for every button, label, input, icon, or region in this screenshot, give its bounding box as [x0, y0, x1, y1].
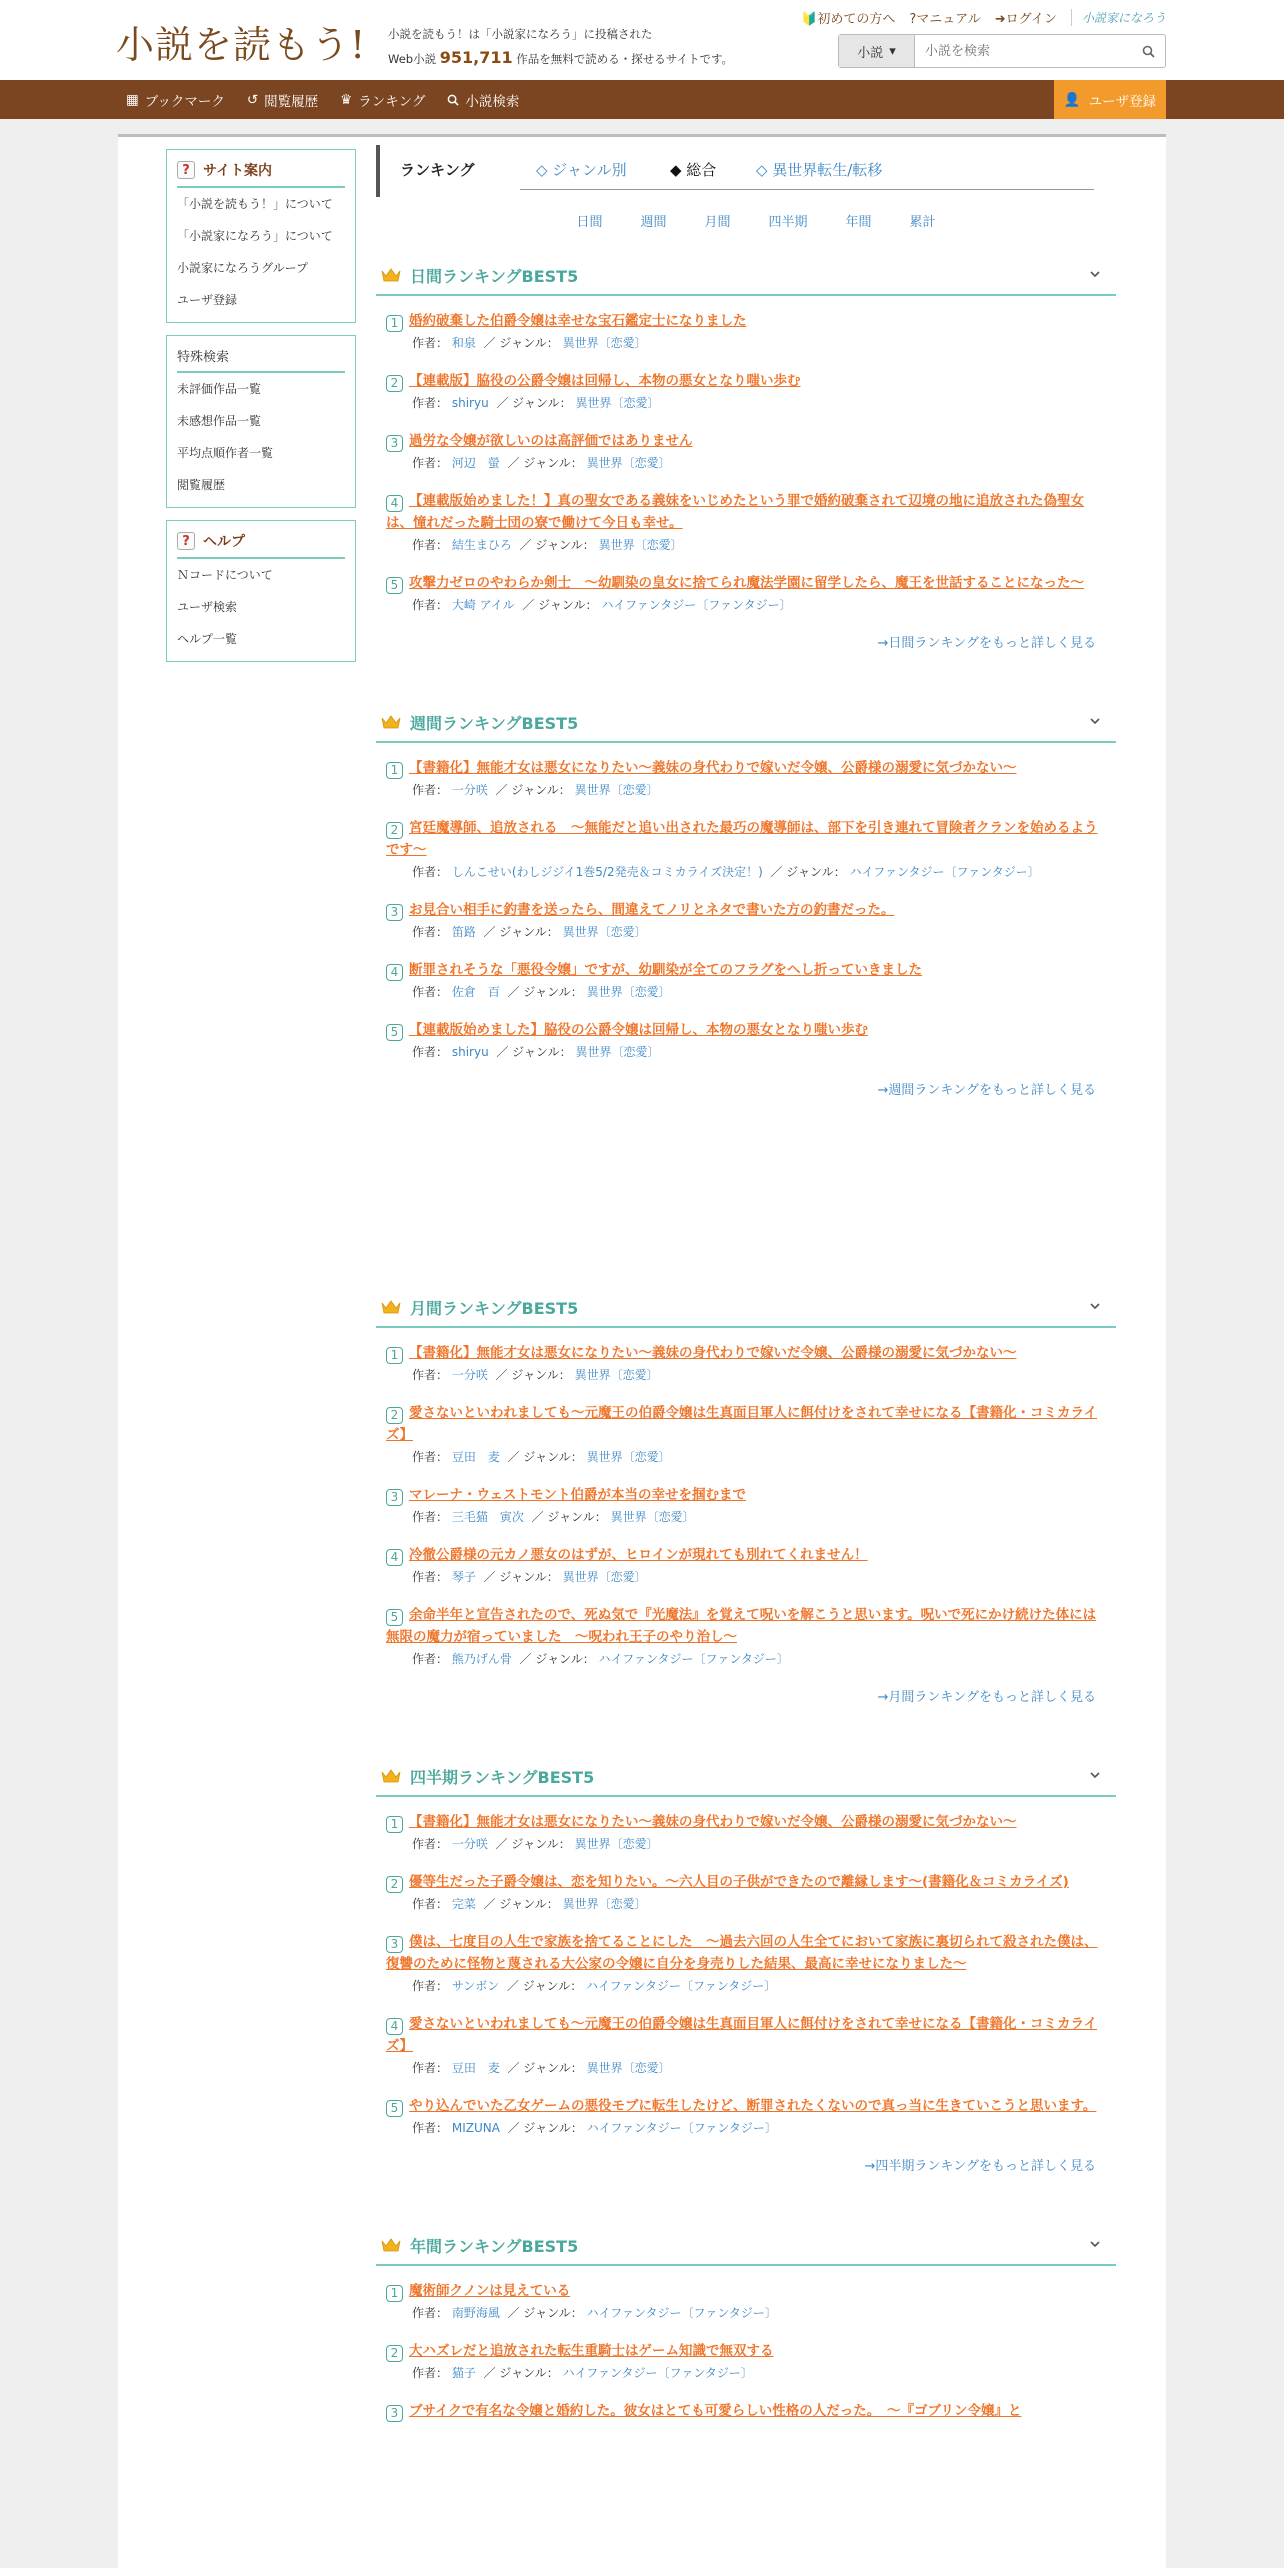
chevron-down-icon[interactable] — [1088, 267, 1102, 281]
ranking-section — [376, 1757, 1116, 2174]
section-header[interactable] — [376, 703, 1116, 743]
entry-meta: 作者： 完菜 ／ ジャンル： 異世界〔恋愛〕 — [412, 1897, 647, 1911]
tagline-line1: 小説を読もう！は「小説家になろう」に投稿された — [388, 27, 653, 41]
section-title: 年間ランキングBEST5 — [410, 2236, 579, 2256]
genre-link[interactable]: 異世界〔恋愛〕 — [562, 925, 647, 939]
genre-link[interactable]: ハイファンタジー〔ファンタジー〕 — [562, 2366, 753, 2380]
nav-history[interactable]: ↺ 閲覧履歴 — [246, 91, 319, 110]
history-icon: ↺ — [246, 91, 259, 108]
site-logo[interactable]: 小説を読もう! — [116, 23, 367, 67]
entry-meta: 作者： shiryu ／ ジャンル： 異世界〔恋愛〕 — [412, 1045, 660, 1059]
chevron-down-icon[interactable] — [1088, 2237, 1102, 2251]
novel-title-link[interactable]: 4 【連載版始めました！】真の聖女である義妹をいじめたという罪で婚約破棄されて辺境の地に追放された偽聖女は、憧れだった騎士団の寮で働けて今日も幸せ。 — [386, 493, 1084, 531]
ranking-entry — [386, 1544, 1104, 1586]
rank-badge: 2 — [386, 1876, 403, 1893]
user-icon: 👤 — [1063, 91, 1081, 108]
more-ranking-link[interactable]: →日間ランキングをもっと詳しく見る — [877, 636, 1096, 651]
ranking-entry — [386, 310, 1104, 352]
novel-title-link[interactable]: 3 お見合い相手に釣書を送ったら、間違えてノリとネタで書いた方の釣書だった。 — [386, 899, 1104, 921]
genre-link[interactable]: ハイファンタジー〔ファンタジー〕 — [586, 1979, 777, 1993]
entry-meta: 作者： 豆田 麦 ／ ジャンル： 異世界〔恋愛〕 — [412, 1450, 671, 1464]
ranking-entry — [386, 899, 1104, 941]
novel-title-link[interactable]: 1 魔術師クノンは見えている — [386, 2280, 1104, 2302]
sidebar-item[interactable]: Ｎコードについて — [177, 568, 273, 582]
search-type-select[interactable]: 小説 ▾ — [839, 35, 915, 67]
tab-isekai[interactable]: ◇ 異世界転生/転移 — [756, 161, 883, 179]
novel-title-link[interactable]: 1 【書籍化】無能才女は悪女になりたい～義妹の身代わりで嫁いだ令嬢、公爵様の溺愛に気づかない～ — [386, 757, 1104, 779]
entry-meta: 作者： 南野海風 ／ ジャンル： ハイファンタジー〔ファンタジー〕 — [412, 2306, 777, 2320]
entry-meta: 作者： shiryu ／ ジャンル： 異世界〔恋愛〕 — [412, 396, 660, 410]
ranking-entry — [386, 817, 1104, 881]
entry-meta: 作者： 琴子 ／ ジャンル： 異世界〔恋愛〕 — [412, 1570, 647, 1584]
novel-title-link[interactable]: 2 【連載版】脇役の公爵令嬢は回帰し、本物の悪女となり嗤い歩む — [386, 370, 1104, 392]
content-area — [118, 134, 1166, 2568]
nav-ranking[interactable]: ♛ ランキング — [340, 91, 426, 110]
author-link[interactable]: しんこせい(わしジジイ1巻5/2発売＆コミカライズ決定！) — [451, 865, 763, 879]
ranking-section — [376, 1288, 1116, 1705]
sidebar-item[interactable]: 閲覧履歴 — [177, 478, 226, 492]
ranking-section — [376, 256, 1116, 651]
tab-genre[interactable]: ◇ ジャンル別 — [536, 161, 627, 179]
chevron-down-icon[interactable] — [1088, 714, 1102, 728]
author-link[interactable]: 一分咲 — [451, 1837, 488, 1851]
entry-meta: 作者： 一分咲 ／ ジャンル： 異世界〔恋愛〕 — [412, 1368, 659, 1382]
genre-link[interactable]: 異世界〔恋愛〕 — [575, 396, 660, 410]
genre-link[interactable]: 異世界〔恋愛〕 — [562, 336, 647, 350]
novel-title-link[interactable]: 3 過労な令嬢が欲しいのは高評価ではありません — [386, 430, 1104, 452]
tab-underline — [520, 189, 1094, 190]
entry-meta: 作者： 熊乃げん骨 ／ ジャンル： ハイファンタジー〔ファンタジー〕 — [412, 1652, 789, 1666]
period-total[interactable]: 累計 — [909, 215, 936, 230]
period-links — [376, 211, 1116, 230]
novel-title-link[interactable]: 5 余命半年と宣告されたので、死ぬ気で『光魔法』を覚えて呪いを解こうと思います。呪いで死にかけ続けた体には無限の魔力が宿っていました ～呪われ王子のやり治し～ — [386, 1607, 1097, 1645]
main-nav — [0, 80, 1284, 119]
entry-list — [376, 743, 1116, 1061]
novel-title-link[interactable]: 1 【書籍化】無能才女は悪女になりたい～義妹の身代わりで嫁いだ令嬢、公爵様の溺愛に気づかない～ — [386, 1342, 1104, 1364]
novel-title-link[interactable]: 2 大ハズレだと追放された転生重騎士はゲーム知識で無双する — [386, 2340, 1104, 2362]
novel-title-link[interactable]: 3 マレーナ・ウェストモント伯爵が本当の幸せを掴むまで — [386, 1484, 1104, 1506]
ranking-entry — [386, 2340, 1104, 2382]
crown-icon — [380, 267, 402, 283]
novel-title-link[interactable]: 1 【書籍化】無能才女は悪女になりたい～義妹の身代わりで嫁いだ令嬢、公爵様の溺愛に気づかない～ — [386, 1811, 1104, 1833]
genre-link[interactable]: ハイファンタジー〔ファンタジー〕 — [601, 598, 792, 612]
tab-all[interactable]: ◆ 総合 — [670, 161, 717, 179]
rank-badge: 3 — [386, 435, 403, 452]
user-register-button[interactable]: 👤 ユーザ登録 — [1054, 80, 1166, 119]
entry-list — [376, 1328, 1116, 1668]
rank-badge: 1 — [386, 2285, 403, 2302]
manual-link[interactable]: ?マニュアル — [909, 12, 981, 27]
period-daily[interactable]: 日間 — [576, 215, 603, 230]
novel-title-link[interactable]: 4 冷徹公爵様の元カノ悪女のはずが、ヒロインが現れても別れてくれません！ — [386, 1544, 1104, 1566]
bookmark-icon: ▦ — [126, 91, 139, 108]
rank-badge: 2 — [386, 822, 403, 839]
genre-link[interactable]: 異世界〔恋愛〕 — [598, 538, 683, 552]
genre-link[interactable]: 異世界〔恋愛〕 — [610, 1510, 695, 1524]
genre-link[interactable]: ハイファンタジー〔ファンタジー〕 — [598, 1652, 789, 1666]
author-link[interactable]: MIZUNA — [451, 2121, 500, 2135]
genre-link[interactable]: 異世界〔恋愛〕 — [586, 985, 671, 999]
rank-badge: 4 — [386, 495, 403, 512]
section-header[interactable] — [376, 1757, 1116, 1797]
entry-list — [376, 2266, 1116, 2422]
author-link[interactable]: 大崎 アイル — [451, 598, 515, 612]
crown-icon: ♛ — [340, 91, 353, 108]
search-bar — [838, 34, 1166, 68]
author-link[interactable]: shiryu — [451, 396, 489, 410]
author-link[interactable]: 三毛猫 寅次 — [451, 1510, 524, 1524]
author-link[interactable]: 完菜 — [451, 1897, 476, 1911]
author-link[interactable]: 熊乃げん骨 — [451, 1652, 512, 1666]
genre-link[interactable]: ハイファンタジー〔ファンタジー〕 — [586, 2121, 777, 2135]
tagline-line2: Web小説 951,711 作品を無料で読める・探せるサイトです。 — [388, 48, 734, 67]
section-title: 月間ランキングBEST5 — [410, 1298, 579, 1318]
more-ranking-link[interactable]: →四半期ランキングをもっと詳しく見る — [864, 2159, 1096, 2174]
genre-link[interactable]: ハイファンタジー〔ファンタジー〕 — [849, 865, 1040, 879]
rank-badge: 1 — [386, 315, 403, 332]
rank-badge: 5 — [386, 1609, 403, 1626]
search-icon — [1142, 45, 1155, 58]
crown-icon — [380, 714, 402, 730]
sidebar-item[interactable]: 「小説家になろう」について — [177, 229, 333, 243]
rank-badge: 5 — [386, 2100, 403, 2117]
help-box — [166, 520, 356, 662]
author-link[interactable]: 一分咲 — [451, 783, 488, 797]
tab-ranking: ランキング — [400, 161, 475, 179]
rank-badge: 2 — [386, 2345, 403, 2362]
ranking-entry — [386, 490, 1104, 554]
genre-link[interactable]: 異世界〔恋愛〕 — [575, 1045, 660, 1059]
genre-link[interactable]: 異世界〔恋愛〕 — [562, 1897, 647, 1911]
author-link[interactable]: 和泉 — [451, 336, 476, 350]
more-ranking-link[interactable]: →月間ランキングをもっと詳しく見る — [877, 1690, 1096, 1705]
sidebar-item[interactable]: 未感想作品一覧 — [177, 414, 262, 428]
ranking-entry — [386, 1811, 1104, 1853]
top-links — [801, 8, 1166, 27]
narou-logo[interactable]: 小説家になろう — [1071, 9, 1166, 26]
entry-meta: 作者： 和泉 ／ ジャンル： 異世界〔恋愛〕 — [412, 336, 647, 350]
header — [0, 0, 1284, 80]
genre-link[interactable]: 異世界〔恋愛〕 — [574, 783, 659, 797]
ranking-section — [376, 703, 1116, 1098]
ranking-entry — [386, 1342, 1104, 1384]
entry-meta: 作者： 豆田 麦 ／ ジャンル： 異世界〔恋愛〕 — [412, 2061, 671, 2075]
section-title: 日間ランキングBEST5 — [410, 266, 579, 286]
genre-link[interactable]: 異世界〔恋愛〕 — [574, 1368, 659, 1382]
rank-badge: 3 — [386, 1936, 403, 1953]
site-guide-box — [166, 149, 356, 323]
section-header[interactable] — [376, 1288, 1116, 1328]
entry-meta: 作者： 三毛猫 寅次 ／ ジャンル： 異世界〔恋愛〕 — [412, 1510, 695, 1524]
ranking-entry — [386, 2095, 1104, 2137]
search-button[interactable] — [1131, 35, 1165, 67]
entry-meta: 作者： 結生まひろ ／ ジャンル： 異世界〔恋愛〕 — [412, 538, 683, 552]
rank-badge: 3 — [386, 2405, 403, 2422]
section-title: 週間ランキングBEST5 — [410, 713, 579, 733]
entry-list — [376, 296, 1116, 614]
help-title: ? ヘルプ — [177, 529, 345, 559]
section-title: 四半期ランキングBEST5 — [410, 1767, 595, 1787]
tagline — [388, 22, 733, 71]
ranking-entry — [386, 1604, 1104, 1668]
question-icon: ? — [177, 532, 195, 550]
rank-badge: 3 — [386, 904, 403, 921]
chevron-down-icon[interactable] — [1088, 1768, 1102, 1782]
search-icon — [447, 94, 459, 106]
entry-meta: 作者： しんこせい(わしジジイ1巻5/2発売＆コミカライズ決定！) ／ ジャンル： ハイファンタジー〔ファンタジー〕 — [412, 865, 1040, 879]
entry-meta: 作者： 一分咲 ／ ジャンル： 異世界〔恋愛〕 — [412, 1837, 659, 1851]
search-input[interactable] — [915, 35, 1131, 67]
crown-icon — [380, 1768, 402, 1784]
author-link[interactable]: 猫子 — [451, 2366, 476, 2380]
nav-bookmark[interactable]: ▦ ブックマーク — [126, 91, 225, 110]
ranking-entry — [386, 757, 1104, 799]
sidebar — [166, 149, 356, 674]
novel-title-link[interactable]: 1 婚約破棄した伯爵令嬢は幸せな宝石鑑定士になりました — [386, 310, 1104, 332]
sidebar-item[interactable]: ユーザ登録 — [177, 293, 238, 307]
author-link[interactable]: 佐倉 百 — [451, 985, 500, 999]
genre-link[interactable]: 異世界〔恋愛〕 — [586, 456, 671, 470]
ranking-entry — [386, 2013, 1104, 2077]
main-column — [376, 145, 1116, 2440]
ranking-section — [376, 2226, 1116, 2422]
sidebar-item[interactable]: 平均点順作者一覧 — [177, 446, 274, 460]
entry-list — [376, 1797, 1116, 2137]
entry-meta: 作者： 笛路 ／ ジャンル： 異世界〔恋愛〕 — [412, 925, 647, 939]
chevron-down-icon: ▾ — [889, 43, 896, 59]
author-link[interactable]: 南野海風 — [451, 2306, 500, 2320]
genre-link[interactable]: 異世界〔恋愛〕 — [586, 2061, 671, 2075]
rank-badge: 1 — [386, 762, 403, 779]
author-link[interactable]: 豆田 麦 — [451, 1450, 500, 1464]
entry-meta: 作者： MIZUNA ／ ジャンル： ハイファンタジー〔ファンタジー〕 — [412, 2121, 777, 2135]
novel-title-link[interactable]: 5 【連載版始めました】脇役の公爵令嬢は回帰し、本物の悪女となり嗤い歩む — [386, 1019, 1104, 1041]
ranking-entry — [386, 1484, 1104, 1526]
more-ranking-link[interactable]: →週間ランキングをもっと詳しく見る — [877, 1083, 1096, 1098]
sidebar-item[interactable]: ユーザ検索 — [177, 600, 238, 614]
entry-meta: 作者： 大崎 アイル ／ ジャンル： ハイファンタジー〔ファンタジー〕 — [412, 598, 792, 612]
chevron-down-icon[interactable] — [1088, 1299, 1102, 1313]
rank-badge: 1 — [386, 1816, 403, 1833]
rank-badge: 4 — [386, 964, 403, 981]
author-link[interactable]: 琴子 — [451, 1570, 476, 1584]
rank-badge: 5 — [386, 577, 403, 594]
novel-title-link[interactable]: 3 ブサイクで有名な令嬢と婚約した。彼女はとても可愛らしい性格の人だった。 ～『ゴブリン令嬢』と — [386, 2400, 1104, 2422]
ranking-entry — [386, 430, 1104, 472]
genre-link[interactable]: 異世界〔恋愛〕 — [586, 1450, 671, 1464]
site-guide-title: ? サイト案内 — [177, 158, 345, 188]
period-weekly[interactable]: 週間 — [640, 215, 667, 230]
rank-badge: 3 — [386, 1489, 403, 1506]
entry-meta: 作者： 河辺 螢 ／ ジャンル： 異世界〔恋愛〕 — [412, 456, 671, 470]
rank-badge: 5 — [386, 1024, 403, 1041]
work-count: 951,711 — [439, 48, 513, 67]
login-link[interactable]: ➜ログイン — [994, 12, 1057, 27]
rank-badge: 4 — [386, 1549, 403, 1566]
rank-badge: 2 — [386, 1407, 403, 1424]
period-yearly[interactable]: 年間 — [845, 215, 872, 230]
rank-badge: 2 — [386, 375, 403, 392]
novel-title-link[interactable]: 3 僕は、七度目の人生で家族を捨てることにした ～過去六回の人生全てにおいて家族に裏切られて殺された僕は、復讐のために怪物と蔑される大公家の令嬢に自分を身売りした結果、最高に幸せになりました～ — [386, 1934, 1098, 1972]
novel-title-link[interactable]: 2 愛さないといわれましても～元魔王の伯爵令嬢は生真面目軍人に餌付けをされて幸せになる【書籍化・コミカライズ】 — [386, 1405, 1098, 1443]
section-header[interactable] — [376, 256, 1116, 296]
author-link[interactable]: サンボン — [451, 1979, 500, 1993]
rank-badge: 1 — [386, 1347, 403, 1364]
question-icon: ? — [177, 161, 195, 179]
special-search-title: 特殊検索 — [177, 344, 345, 373]
entry-meta: 作者： サンボン ／ ジャンル： ハイファンタジー〔ファンタジー〕 — [412, 1979, 777, 1993]
sidebar-item[interactable]: 小説家になろうグループ — [177, 261, 309, 275]
crown-icon — [380, 1299, 402, 1315]
entry-meta: 作者： 佐倉 百 ／ ジャンル： 異世界〔恋愛〕 — [412, 985, 671, 999]
novel-title-link[interactable]: 2 宮廷魔導師、追放される ～無能だと追い出された最巧の魔導師は、部下を引き連れて冒険者クランを始めるようです～ — [386, 820, 1098, 858]
author-link[interactable]: 結生まひろ — [451, 538, 512, 552]
genre-link[interactable]: ハイファンタジー〔ファンタジー〕 — [586, 2306, 777, 2320]
ranking-entry — [386, 370, 1104, 412]
novel-title-link[interactable]: 4 愛さないといわれましても～元魔王の伯爵令嬢は生真面目軍人に餌付けをされて幸せになる【書籍化・コミカライズ】 — [386, 2016, 1098, 2054]
crown-icon — [380, 2237, 402, 2253]
author-link[interactable]: 河辺 螢 — [451, 456, 500, 470]
ranking-entry — [386, 1931, 1104, 1995]
novel-title-link[interactable]: 5 やり込んでいた乙女ゲームの悪役モブに転生したけど、断罪されたくないので真っ当に生きていこうと思います。 — [386, 2095, 1104, 2117]
novel-title-link[interactable]: 2 優等生だった子爵令嬢は、恋を知りたい。～六人目の子供ができたので離縁します～(書籍化＆コミカライズ) — [386, 1871, 1104, 1893]
section-header[interactable] — [376, 2226, 1116, 2266]
novel-title-link[interactable]: 5 攻撃力ゼロのやわらか剣士 ～幼馴染の皇女に捨てられ魔法学園に留学したら、魔王を世話することになった～ — [386, 572, 1104, 594]
rank-badge: 4 — [386, 2018, 403, 2035]
ranking-entry — [386, 2280, 1104, 2322]
author-link[interactable]: 笛路 — [451, 925, 476, 939]
period-quarterly[interactable]: 四半期 — [768, 215, 808, 230]
author-link[interactable]: shiryu — [451, 1045, 489, 1059]
ranking-entry — [386, 1019, 1104, 1061]
genre-link[interactable]: 異世界〔恋愛〕 — [574, 1837, 659, 1851]
nav-search[interactable]: 小説検索 — [447, 90, 519, 110]
beginner-link[interactable]: 🔰初めての方へ — [801, 12, 896, 27]
entry-meta: 作者： 猫子 ／ ジャンル： ハイファンタジー〔ファンタジー〕 — [412, 2366, 753, 2380]
ranking-entry — [386, 572, 1104, 614]
entry-meta: 作者： 一分咲 ／ ジャンル： 異世界〔恋愛〕 — [412, 783, 659, 797]
ranking-tabs — [376, 145, 1116, 197]
special-search-box — [166, 335, 356, 508]
novel-title-link[interactable]: 4 断罪されそうな「悪役令嬢」ですが、幼馴染が全てのフラグをへし折っていきました — [386, 959, 1104, 981]
genre-link[interactable]: 異世界〔恋愛〕 — [562, 1570, 647, 1584]
ranking-entry — [386, 959, 1104, 1001]
sidebar-item[interactable]: 「小説を読もう！」について — [177, 197, 333, 211]
ranking-sections — [376, 256, 1116, 2422]
ranking-entry — [386, 1871, 1104, 1913]
sidebar-item[interactable]: 未評価作品一覧 — [177, 382, 262, 396]
author-link[interactable]: 一分咲 — [451, 1368, 488, 1382]
ranking-entry — [386, 2400, 1104, 2422]
period-monthly[interactable]: 月間 — [704, 215, 731, 230]
ranking-entry — [386, 1402, 1104, 1466]
author-link[interactable]: 豆田 麦 — [451, 2061, 500, 2075]
sidebar-item[interactable]: ヘルプ一覧 — [177, 632, 238, 646]
